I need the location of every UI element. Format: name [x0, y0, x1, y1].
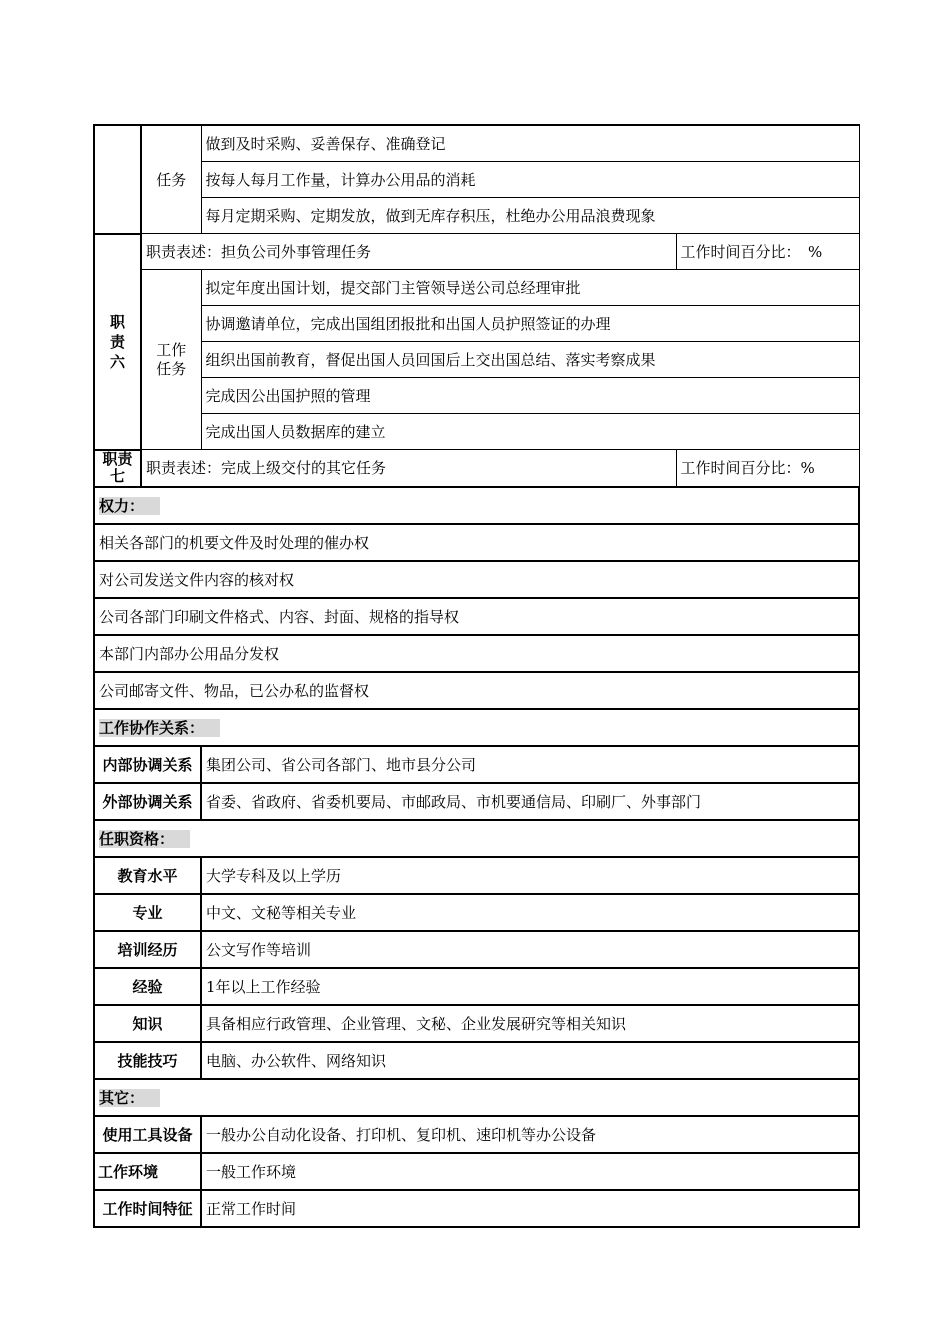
- power-item-3: 公司各部门印刷文件格式、内容、封面、规格的指导权: [94, 598, 859, 635]
- duty5-task-3: 每月定期采购、定期发放，做到无库存积压，杜绝办公用品浪费现象: [201, 198, 859, 234]
- duties-table: [93, 124, 860, 1228]
- internal-relations-value: 集团公司、省公司各部门、地市县分公司: [201, 746, 859, 783]
- environment-value: 一般工作环境: [201, 1153, 859, 1190]
- external-relations-value: 省委、省政府、省委机要局、市邮政局、市机要通信局、印刷厂、外事部门: [201, 783, 859, 820]
- qualifications-section-header: [94, 820, 859, 857]
- duty6-task-1: 拟定年度出国计划，提交部门主管领导送公司总经理审批: [201, 270, 859, 306]
- duty6-task-2: 协调邀请单位，完成出国组团报批和出国人员护照签证的办理: [201, 306, 859, 342]
- duty6-task-label: 工作 任务: [141, 270, 201, 450]
- qualifications-title: 任职资格：: [99, 830, 190, 848]
- duty6-time-percent: 工作时间百分比： %: [676, 234, 859, 270]
- skills-label: 技能技巧: [94, 1042, 201, 1079]
- duty6-description: 职责表述：担负公司外事管理任务: [141, 234, 676, 270]
- tools-label: 使用工具设备: [94, 1116, 201, 1153]
- duty6-task-3: 组织出国前教育，督促出国人员回国后上交出国总结、落实考察成果: [201, 342, 859, 378]
- power-item-2: 对公司发送文件内容的核对权: [94, 561, 859, 598]
- knowledge-value: 具备相应行政管理、企业管理、文秘、企业发展研究等相关知识: [201, 1005, 859, 1042]
- duty5-task-1: 做到及时采购、妥善保存、准确登记: [201, 125, 859, 162]
- duty5-label-cell: [94, 125, 141, 234]
- training-label: 培训经历: [94, 931, 201, 968]
- environment-label: 工作环境: [94, 1153, 201, 1190]
- duty7-time-percent: 工作时间百分比：%: [676, 450, 859, 487]
- other-title: 其它：: [99, 1089, 160, 1107]
- tools-value: 一般办公自动化设备、打印机、复印机、速印机等办公设备: [201, 1116, 859, 1153]
- job-description-sheet: [93, 124, 858, 1228]
- education-value: 大学专科及以上学历: [201, 857, 859, 894]
- duty7-description: 职责表述：完成上级交付的其它任务: [141, 450, 676, 487]
- power-item-4: 本部门内部办公用品分发权: [94, 635, 859, 672]
- duty5-task-2: 按每人每月工作量，计算办公用品的消耗: [201, 162, 859, 198]
- relations-title: 工作协作关系：: [99, 719, 220, 737]
- experience-label: 经验: [94, 968, 201, 1005]
- work-hours-label: 工作时间特征: [94, 1190, 201, 1227]
- power-item-1: 相关各部门的机要文件及时处理的催办权: [94, 524, 859, 561]
- major-label: 专业: [94, 894, 201, 931]
- work-hours-value: 正常工作时间: [201, 1190, 859, 1227]
- education-label: 教育水平: [94, 857, 201, 894]
- powers-section-header: [94, 487, 859, 524]
- duty5-task-label: 任务: [141, 125, 201, 234]
- duty7-label: 职责 七: [94, 450, 141, 487]
- major-value: 中文、文秘等相关专业: [201, 894, 859, 931]
- external-relations-label: 外部协调关系: [94, 783, 201, 820]
- skills-value: 电脑、办公软件、网络知识: [201, 1042, 859, 1079]
- powers-title: 权力：: [99, 497, 160, 515]
- training-value: 公文写作等培训: [201, 931, 859, 968]
- relations-section-header: [94, 709, 859, 746]
- power-item-5: 公司邮寄文件、物品，已公办私的监督权: [94, 672, 859, 709]
- duty6-label: 职 责 六: [94, 234, 141, 450]
- experience-value: 1年以上工作经验: [201, 968, 859, 1005]
- duty6-task-4: 完成因公出国护照的管理: [201, 378, 859, 414]
- duty6-task-5: 完成出国人员数据库的建立: [201, 414, 859, 450]
- internal-relations-label: 内部协调关系: [94, 746, 201, 783]
- knowledge-label: 知识: [94, 1005, 201, 1042]
- other-section-header: [94, 1079, 859, 1116]
